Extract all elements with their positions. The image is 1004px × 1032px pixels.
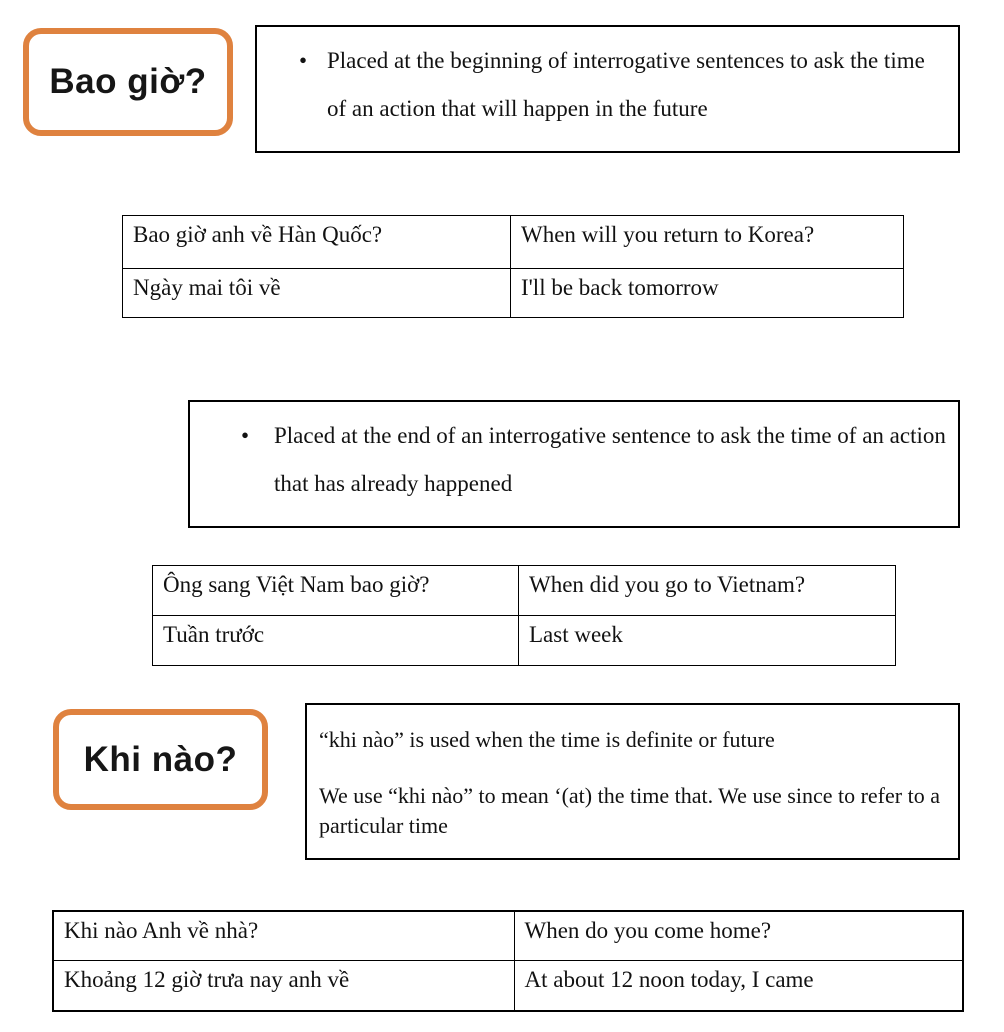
table-row (123, 269, 904, 318)
table-row (153, 566, 896, 616)
keyword-box-bao-gio (23, 28, 233, 136)
cell-vietnamese: Khi nào Anh về nhà? (53, 911, 514, 960)
table-row (123, 216, 904, 269)
keyword-label-khi-nao: Khi nào? (83, 739, 238, 779)
usage-note-text: We use “khi nào” to mean ‘(at) the time that. We use since to refer to a particular time (319, 783, 940, 838)
cell-english: At about 12 noon today, I came (514, 960, 963, 1011)
cell-english: Last week (519, 616, 896, 666)
keyword-label-bao-gio: Bao giờ? (49, 62, 207, 101)
cell-vietnamese: Khoảng 12 giờ trưa nay anh về (53, 960, 514, 1011)
usage-note-paragraph (299, 37, 933, 133)
cell-english: When did you go to Vietnam? (519, 566, 896, 616)
usage-note-text: Placed at the beginning of interrogative sentences to ask the time of an action that will happen in the future (327, 48, 925, 121)
example-table-khi-nao (52, 910, 964, 1012)
cell-vietnamese: Ông sang Việt Nam bao giờ? (153, 566, 519, 616)
usage-note-box-2 (188, 400, 960, 528)
cell-english: I'll be back tomorrow (511, 269, 904, 318)
usage-note-box-1 (255, 25, 960, 153)
table-row (53, 960, 963, 1011)
usage-note-box-khi-nao (305, 703, 960, 860)
cell-vietnamese: Bao giờ anh về Hàn Quốc? (123, 216, 511, 269)
cell-english: When will you return to Korea? (511, 216, 904, 269)
cell-vietnamese: Tuần trước (153, 616, 519, 666)
example-table-bao-gio-past (152, 565, 896, 666)
usage-note-text: Placed at the end of an interrogative sentence to ask the time of an action that has already happened (274, 423, 946, 496)
table-row (153, 616, 896, 666)
table-row (53, 911, 963, 960)
bullet-icon: • (241, 423, 250, 448)
usage-note-paragraph (241, 412, 952, 508)
cell-vietnamese: Ngày mai tôi về (123, 269, 511, 318)
cell-english: When do you come home? (514, 911, 963, 960)
bullet-icon: • (299, 48, 308, 73)
usage-note-text: “khi nào” is used when the time is definite or future (319, 727, 775, 752)
keyword-box-khi-nao (53, 709, 268, 810)
example-table-bao-gio-future (122, 215, 904, 318)
